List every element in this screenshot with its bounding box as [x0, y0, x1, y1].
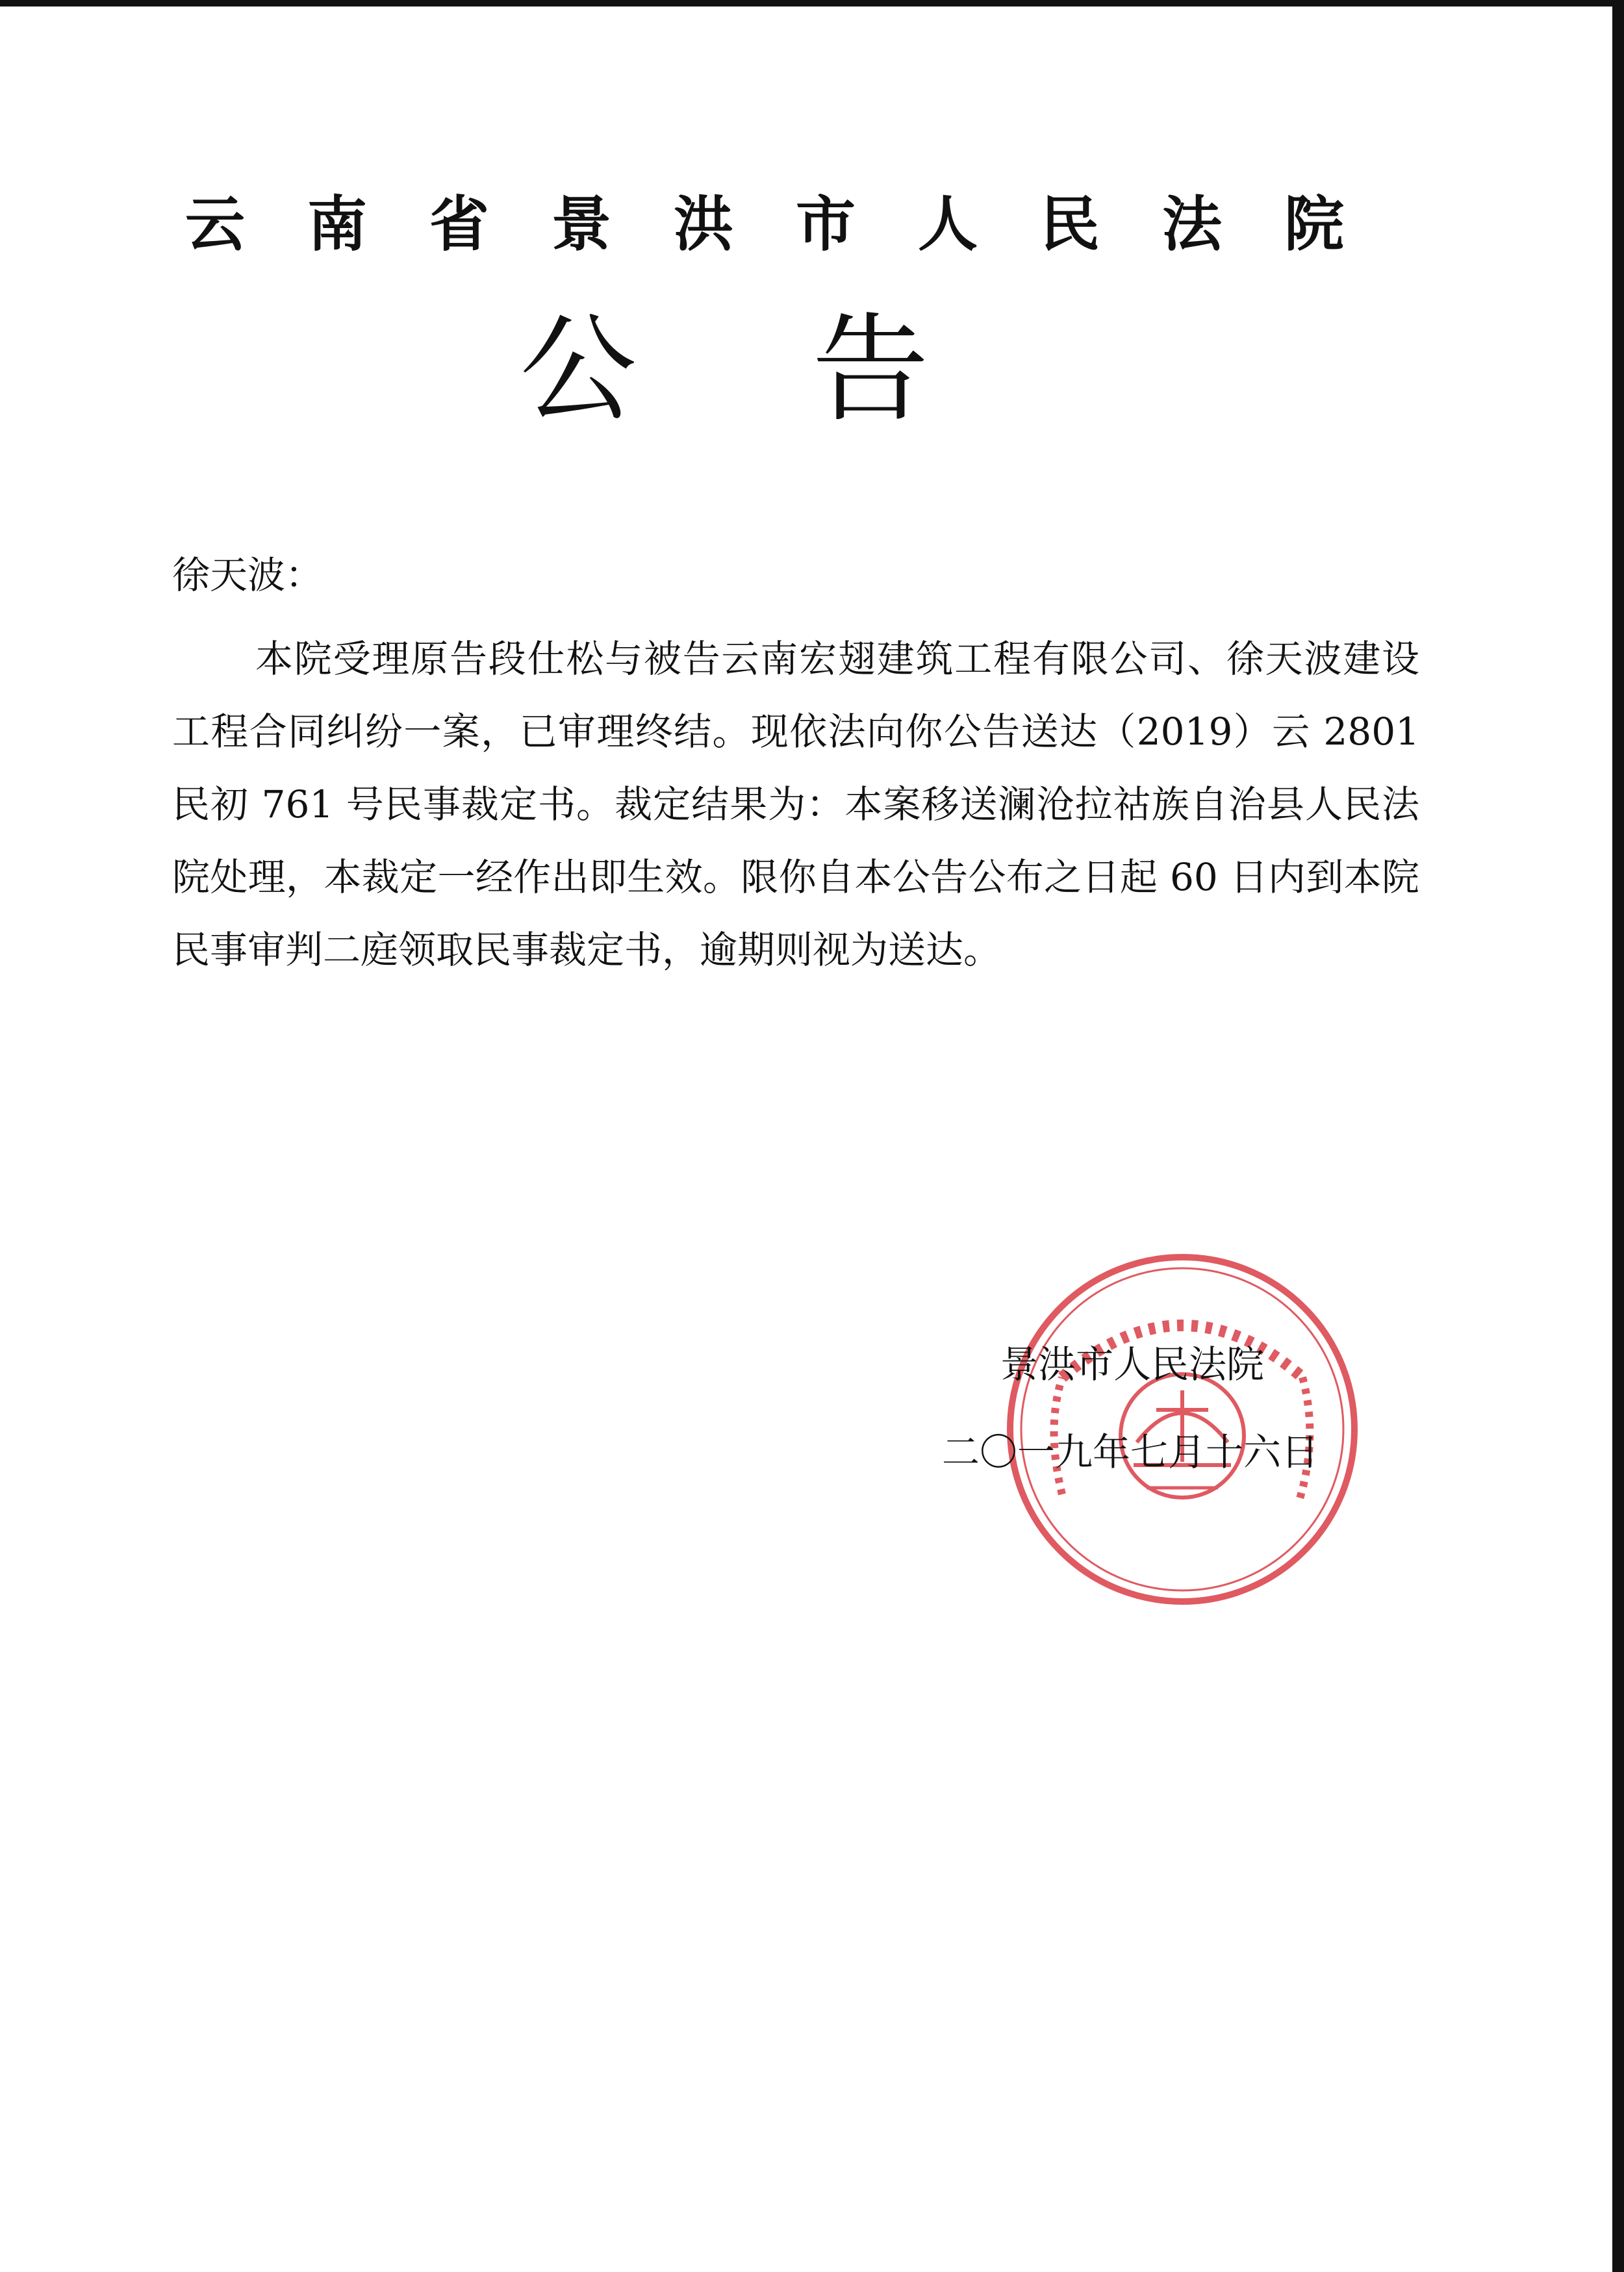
issue-date: 二〇一九年七月十六日: [942, 1430, 1319, 1474]
scan-border-top: [0, 0, 1624, 6]
notice-body-paragraph: 本院受理原告段仕松与被告云南宏翅建筑工程有限公司、徐天波建设工程合同纠纷一案，已审理终结。现依法向你公告送达（2019）云 2801 民初 761 号民事裁定书。裁定结果为：本案移送澜沧拉祜族自治县人民法院处理，本裁定一经作出即生效。限你自本公告公布之日起 60 日内到本院民事审判二庭领取民事裁定书，逾期则视为送达。: [172, 637, 1419, 972]
issuing-court-signature: 景洪市人民法院: [1000, 1342, 1265, 1386]
court-name-heading: 云南省景洪市人民法院: [184, 189, 1406, 259]
notice-title: 公告: [519, 302, 1104, 438]
addressee: 徐天波：: [172, 553, 324, 597]
scan-border-right: [1612, 0, 1624, 2272]
